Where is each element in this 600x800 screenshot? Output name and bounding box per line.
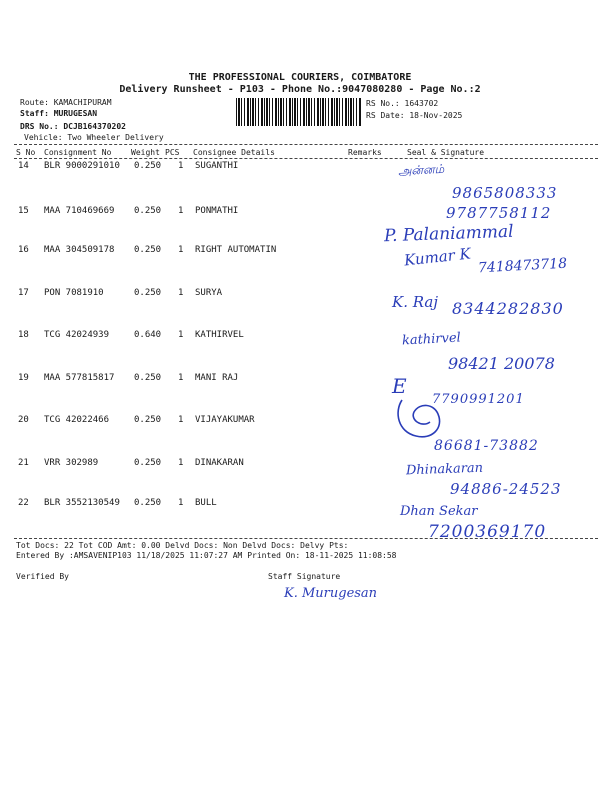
row-consignment: MAA 304509178 <box>44 245 115 255</box>
row-pcs: 1 <box>178 458 184 468</box>
staff-signature-handwritten: K. Murugesan <box>284 586 378 601</box>
footer-rule <box>14 538 598 539</box>
row-sno: 16 <box>18 245 29 255</box>
verified-by-label: Verified By <box>16 572 69 581</box>
handwritten-signature-14: அன்னம் <box>397 161 445 179</box>
row-sno: 17 <box>18 288 29 298</box>
company-name: THE PROFESSIONAL COURIERS, COIMBATORE <box>188 72 412 83</box>
handwritten-signature-19: E <box>392 374 407 398</box>
row-pcs: 1 <box>178 415 184 425</box>
handwritten-phone-18: 98421 20078 <box>448 354 555 373</box>
handwritten-phone-16: 7418473718 <box>477 255 568 277</box>
row-sno: 15 <box>18 206 29 216</box>
col-seal-signature: Seal & Signature <box>407 148 485 157</box>
col-weight: Weight <box>131 148 160 157</box>
row-pcs: 1 <box>178 161 184 171</box>
drs-value: DRS No.: DCJB164370202 <box>20 122 126 131</box>
row-pcs: 1 <box>178 498 184 508</box>
row-consignment: VRR 302989 <box>44 458 99 468</box>
row-weight: 0.250 <box>134 373 162 383</box>
row-weight: 0.250 <box>134 458 162 468</box>
row-pcs: 1 <box>178 206 184 216</box>
row-pcs: 1 <box>178 288 184 298</box>
handwritten-phone-15: 9787758112 <box>446 204 552 222</box>
row-weight: 0.250 <box>134 498 162 508</box>
col-consignment: Consignment No <box>44 148 112 157</box>
row-consignee: RIGHT AUTOMATIN <box>195 245 277 255</box>
handwritten-name-21: Dhinakaran <box>405 460 484 479</box>
row-pcs: 1 <box>178 373 184 383</box>
handwritten-phone-21: 94886-24523 <box>450 480 562 498</box>
row-consignee: VIJAYAKUMAR <box>195 415 255 425</box>
drs-number <box>20 122 126 131</box>
row-weight: 0.250 <box>134 288 162 298</box>
handwritten-signature-16: Kumar K <box>403 244 472 270</box>
handwritten-name-17: K. Raj <box>392 293 438 311</box>
totals-line: Tot Docs: 22 Tot COD Amt: 0.00 Delvd Docs: Non Delvd Docs: Delvy Pts: <box>16 541 349 550</box>
row-consignee: SURYA <box>195 288 223 298</box>
entered-by-line: Entered By :AMSAVENIP103 11/18/2025 11:07:27 AM Printed On: 18-11-2025 11:08:58 <box>16 551 397 560</box>
row-weight: 0.250 <box>134 161 162 171</box>
row-sno: 14 <box>18 161 29 171</box>
row-consignee: DINAKARAN <box>195 458 244 468</box>
col-remarks: Remarks <box>348 148 382 157</box>
row-consignment: PON 7081910 <box>44 288 104 298</box>
row-consignee: KATHIRVEL <box>195 330 244 340</box>
rs-date: RS Date: 18-Nov-2025 <box>366 111 463 120</box>
header-rule-top <box>14 144 598 145</box>
handwritten-name-22: Dhan Sekar <box>400 504 478 519</box>
row-consignment: TCG 42022466 <box>44 415 110 425</box>
row-sno: 19 <box>18 373 29 383</box>
row-consignee: SUGANTHI <box>195 161 239 171</box>
handwritten-name-18: kathirvel <box>401 330 462 349</box>
rs-number: RS No.: 1643702 <box>366 99 439 108</box>
runsheet-title: Delivery Runsheet - P103 - Phone No.:9047080280 - Page No.:2 <box>119 84 481 95</box>
row-pcs: 1 <box>178 330 184 340</box>
row-consignment: BLR 9000291010 <box>44 161 120 171</box>
row-consignee: MANI RAJ <box>195 373 239 383</box>
row-weight: 0.250 <box>134 415 162 425</box>
handwritten-phone-22: 7200369170 <box>428 522 547 542</box>
row-weight: 0.250 <box>134 245 162 255</box>
vehicle-label: Vehicle: Two Wheeler Delivery <box>24 133 164 142</box>
route-label: Route: KAMACHIPURAM <box>20 98 112 107</box>
header-rule-bottom <box>14 158 598 159</box>
col-sno: S No <box>16 148 36 157</box>
staff-label: Staff: MURUGESAN <box>20 109 98 118</box>
row-consignee: PONMATHI <box>195 206 239 216</box>
row-consignment: MAA 577815817 <box>44 373 115 383</box>
handwritten-phone-14: 9865808333 <box>452 184 558 202</box>
col-consignee: Consignee Details <box>193 148 275 157</box>
row-consignee: BULL <box>195 498 217 508</box>
row-pcs: 1 <box>178 245 184 255</box>
row-weight: 0.250 <box>134 206 162 216</box>
row-sno: 22 <box>18 498 29 508</box>
handwritten-phone-19: 7790991201 <box>432 392 525 407</box>
staff-signature-label: Staff Signature <box>268 572 341 581</box>
row-weight: 0.640 <box>134 330 162 340</box>
handwritten-name-16: P. Palaniammal <box>383 221 514 247</box>
row-consignment: TCG 42024939 <box>44 330 110 340</box>
handwritten-phone-20: 86681-73882 <box>434 438 539 454</box>
row-sno: 21 <box>18 458 29 468</box>
row-sno: 20 <box>18 415 29 425</box>
row-sno: 18 <box>18 330 29 340</box>
row-consignment: MAA 710469669 <box>44 206 115 216</box>
barcode-image <box>236 98 362 126</box>
row-consignment: BLR 3552130549 <box>44 498 120 508</box>
col-pcs: PCS <box>165 148 180 157</box>
handwritten-phone-17: 8344282830 <box>452 299 564 318</box>
